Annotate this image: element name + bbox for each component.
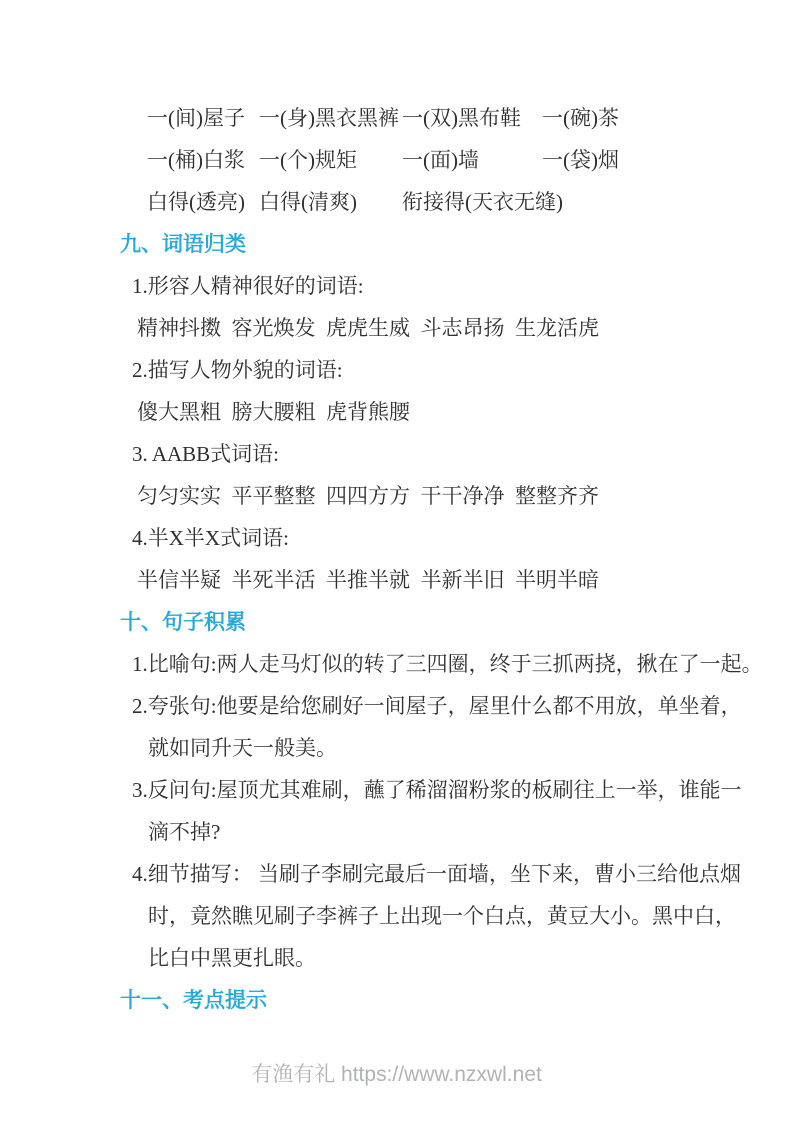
sentence-line-continuation: 时，竟然瞧见刷子李裤子上出现一个白点，黄豆大小。黑中白，: [148, 904, 736, 928]
word-category-label: 3. AABB式词语:: [132, 442, 280, 466]
measure-word: 衔接得(天衣无缝): [402, 190, 563, 214]
word-category-words: 精神抖擞 容光焕发 虎虎生威 斗志昂扬 生龙活虎: [137, 316, 599, 340]
footer-watermark: [0, 1058, 793, 1088]
section-heading-word-categories: 九、词语归类: [120, 233, 246, 256]
section-heading-exam-points: 十一、考点提示: [120, 989, 267, 1012]
measure-word: 一(个)规矩: [259, 148, 357, 172]
word-category-words: 匀匀实实 平平整整 四四方方 干干净净 整整齐齐: [137, 484, 599, 508]
sentence-line: 3.反问句:屋顶尤其难刷，蘸了稀溜溜粉浆的板刷往上一举，谁能一: [132, 778, 742, 802]
footer-watermark-text: 有渔有礼 https://www.nzxwl.net: [251, 1063, 542, 1086]
measure-word: 白得(透亮): [147, 190, 245, 214]
sentence-line-continuation: 滴不掉?: [148, 820, 221, 844]
measure-word: 一(袋)烟: [542, 148, 619, 172]
measure-words-row: [147, 96, 693, 138]
measure-word: 白得(清爽): [259, 190, 357, 214]
measure-word: 一(间)屋子: [147, 106, 245, 130]
word-category-words: 傻大黑粗 膀大腰粗 虎背熊腰: [137, 400, 410, 424]
word-category-label: 1.形容人精神很好的词语:: [132, 274, 364, 298]
measure-word: 一(碗)茶: [542, 106, 619, 130]
sentence-line: 4.细节描写： 当刷子李刷完最后一面墙，坐下来，曹小三给他点烟: [132, 862, 741, 886]
measure-word: 一(桶)白浆: [147, 148, 245, 172]
measure-word: 一(身)黑衣黑裤: [259, 106, 399, 130]
sentence-line-continuation: 就如同升天一般美。: [148, 736, 337, 760]
sentence-line: 1.比喻句:两人走马灯似的转了三四圈，终于三抓两挠，揪在了一起。: [132, 652, 763, 676]
word-category-label: 4.半X半X式词语:: [132, 526, 289, 550]
sentence-line-continuation: 比白中黑更扎眼。: [148, 946, 316, 970]
measure-word: 一(双)黑布鞋: [402, 106, 521, 130]
measure-words-row: [147, 138, 693, 180]
word-category-label: 2.描写人物外貌的词语:: [132, 358, 343, 382]
section-heading-sentence-accumulation: 十、句子积累: [120, 611, 246, 634]
sentence-line: 2.夸张句:他要是给您刷好一间屋子，屋里什么都不用放，单坐着，: [132, 694, 742, 718]
word-category-words: 半信半疑 半死半活 半推半就 半新半旧 半明半暗: [137, 568, 599, 592]
measure-word: 一(面)墙: [402, 148, 479, 172]
measure-words-row: [147, 180, 693, 222]
